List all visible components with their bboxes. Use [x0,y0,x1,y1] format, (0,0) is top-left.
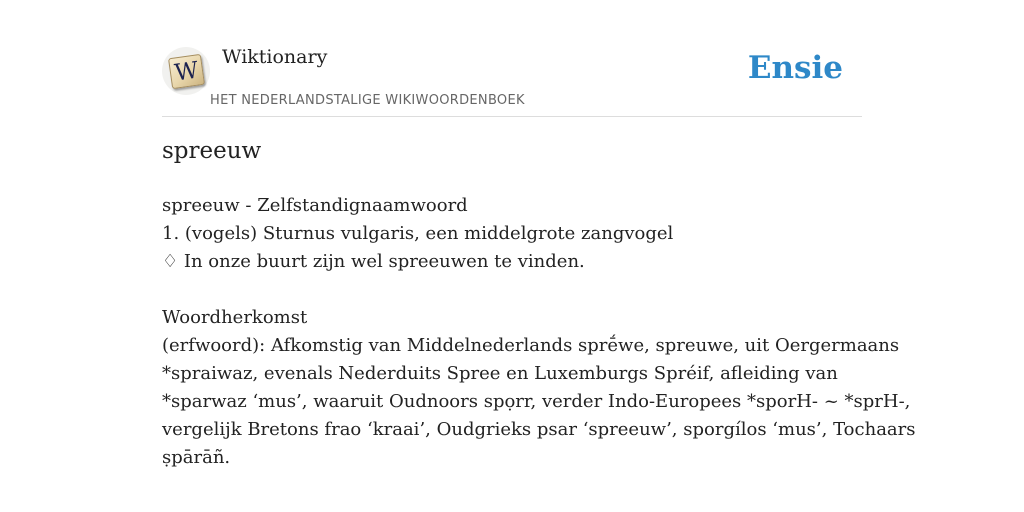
example-line: ♢ In onze buurt zijn wel spreeuwen te vinden. [162,251,585,272]
etymology-line: vergelijk Bretons frao ‘kraai’, Oudgrieks psar ‘spreeuw’, sporgílos ‘mus’, Tochaars [162,419,916,440]
etymology-line: *sparwaz ‘mus’, waaruit Oudnoors spọrr, verder Indo-Europees *sporH- ~ *sprH-, [162,391,911,412]
spacer [162,276,867,304]
logo-tile [168,54,205,89]
etymology-line: *spraiwaz, evenals Nederduits Spree en Luxemburgs Spréif, afleiding van [162,363,838,384]
entry-content [162,192,916,472]
etymology-heading: Woordherkomst [162,307,308,328]
definition-line: 1. (vogels) Sturnus vulgaris, een middelgrote zangvogel [162,223,674,244]
ensie-brand-link[interactable]: Ensie [747,50,843,86]
logo-letter: W [173,57,201,87]
etymology-line: ṣpārāñ. [162,447,231,468]
site-name[interactable]: Wiktionary [222,46,328,68]
site-header [162,44,862,117]
page-title: spreeuw [162,138,262,164]
site-tagline: HET NEDERLANDSTALIGE WIKIWOORDENBOEK [210,93,525,108]
wiktionary-logo-icon[interactable] [162,47,210,95]
etymology-line: (erfwoord): Afkomstig van Middelnederlands sprḗwe, spreuwe, uit Oergermaans [162,335,900,356]
part-of-speech-line: spreeuw - Zelfstandignaamwoord [162,195,468,216]
